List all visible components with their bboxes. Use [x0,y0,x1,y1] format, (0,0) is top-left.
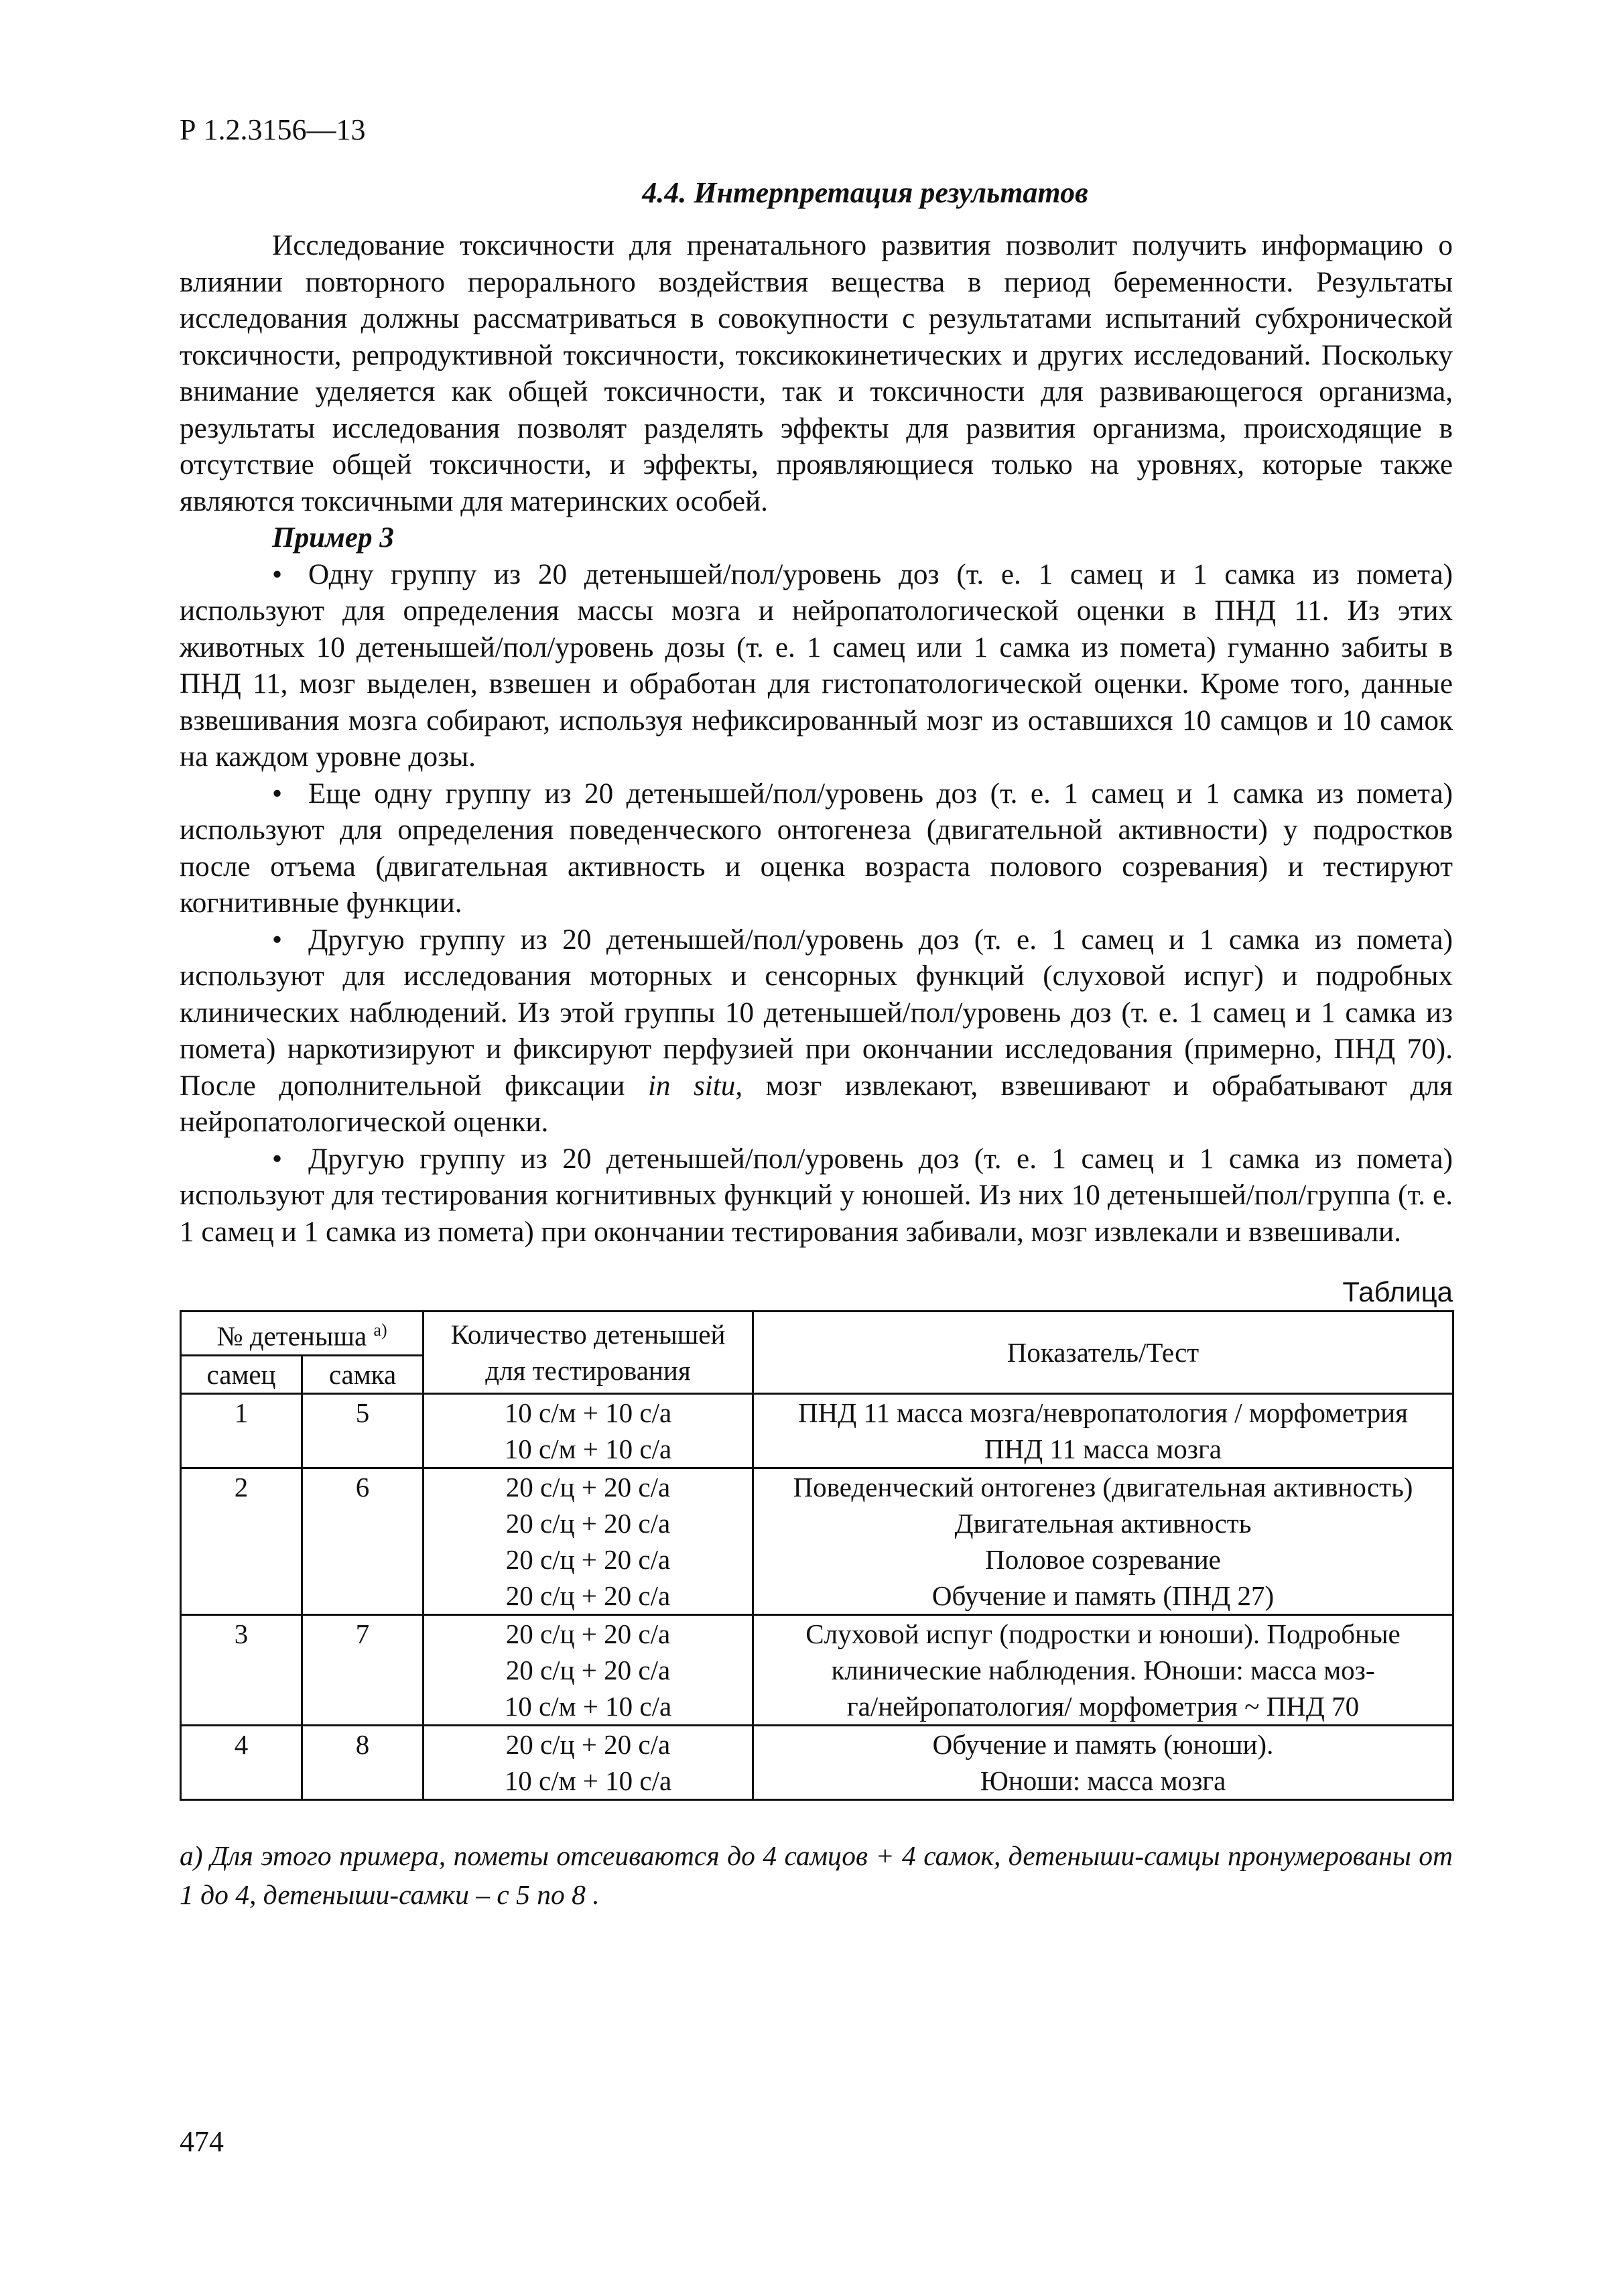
section-title: 4.4. Интерпретация результатов [642,176,1088,209]
bullet-icon: • [272,777,283,810]
cell-male: 2 [181,1468,302,1614]
header-male: самец [181,1355,302,1393]
cell-female: 8 [302,1725,424,1799]
cell-count: 20 с/ц + 20 с/а 20 с/ц + 20 с/а 20 с/ц + 20 с/а 20 с/ц + 20 с/а [424,1468,753,1614]
cell-indicator: Поведенческий онтогенез (двигательная активность) Двигательная активность Половое созревание Обучение и память (ПНД 27) [753,1468,1453,1614]
header-count: Количество детенышей для тестирования [424,1312,753,1394]
bullet-item-4: • Другую группу из 20 детенышей/пол/уровень доз (т. е. 1 самец и 1 самка из помета) используют для тестирования когнитивных функций у юношей. Из них 10 детенышей/пол/группа (т. е. 1 самец и 1 самка из помета) при окончании тестирования забивали, мозг извлекали и взвешивали. [180,1141,1453,1251]
cell-indicator: Слуховой испуг (подростки и юноши). Подробные клинические наблюдения. Юноши: масса моз- га/нейропатология/ морфометрия ~ ПНД 70 [753,1614,1453,1725]
cell-male: 1 [181,1393,302,1468]
header-pup-number: № детеныша $^{а)}$ [181,1312,424,1356]
table-row [181,1614,1453,1725]
cell-indicator: ПНД 11 масса мозга/невропатология / морфометрия ПНД 11 масса мозга [753,1393,1453,1468]
header-indicator: Показатель/Тест [753,1312,1453,1394]
page-number: 474 [180,2125,224,2158]
latin-term: in situ [647,1070,736,1102]
cell-male: 3 [181,1614,302,1725]
body-text [180,228,1453,1251]
cell-female: 7 [302,1614,424,1725]
cell-male: 4 [181,1725,302,1799]
document-code: Р 1.2.3156—13 [180,113,366,146]
bullet-item-1: • Одну группу из 20 детенышей/пол/уровень доз (т. е. 1 самец и 1 самка из помета) используют для определения массы мозга и нейропатологической оценки в ПНД 11. Из этих животных 10 детенышей/пол/уровень дозы (т. е. 1 самец или 1 самка из помета) гуманно забиты в ПНД 11, мозг выделен, взвешен и обработан для гистопатологической оценки. Кроме того, данные взвешивания мозга собирают, используя нефиксированный мозг из оставшихся 10 самцов и 10 самок на каждом уровне дозы. [180,557,1453,776]
table-row [181,1468,1453,1614]
bullet-icon: • [272,923,283,956]
bullet-icon: • [272,558,283,590]
table-header-row [181,1312,1453,1356]
table-row [181,1725,1453,1799]
table-footnote: а) Для этого примера, пометы отсеиваются до 4 самцов + 4 самок, детеныши-самцы пронумерованы от 1 до 4, детеныши-самки – с 5 по 8 . [180,1840,1453,1910]
bullet-icon: • [272,1143,283,1175]
table-caption: Таблица [1342,1276,1453,1308]
cell-count: 20 с/ц + 20 с/а 10 с/м + 10 с/а [424,1725,753,1799]
intro-paragraph: Исследование токсичности для пренатального развития позволит получить информацию о влиянии повторного перорального воздействия вещества в период беременности. Результаты исследования должны рассматриваться в совокупности с результатами испытаний субхронической токсичности, репродуктивной токсичности, токсикокинетических и других исследований. Поскольку внимание уделяется как общей токсичности, так и токсичности для развивающегося организма, результаты исследования позволят разделять эффекты для развития организма, происходящие в отсутствие общей токсичности, и эффекты, проявляющиеся только на уровнях, которые также являются токсичными для материнских особей. [180,230,1453,517]
table-row [181,1393,1453,1468]
cell-female: 6 [302,1468,424,1614]
cell-count: 20 с/ц + 20 с/а 20 с/ц + 20 с/а 10 с/м + 10 с/а [424,1614,753,1725]
bullet-item-2: • Еще одну группу из 20 детенышей/пол/уровень доз (т. е. 1 самец и 1 самка из помета) используют для определения поведенческого онтогенеза (двигательной активности) у подростков после отъема (двигательная активность и оценка возраста полового созревания) и тестируют когнитивные функции. [180,776,1453,922]
header-female: самка [302,1355,424,1393]
cell-female: 5 [302,1393,424,1468]
bullet-item-3: • Другую группу из 20 детенышей/пол/уровень доз (т. е. 1 самец и 1 самка из помета) используют для исследования моторных и сенсорных функций (слуховой испуг) и подробных клинических наблюдений. Из этой группы 10 детенышей/пол/уровень доз (т. е. 1 самец и 1 самка из помета) наркотизируют и фиксируют перфузией при окончании исследования (примерно, ПНД 70). После дополнительной фиксации in situ, мозг извлекают, взвешивают и обрабатывают для нейропатологической оценки. [180,922,1453,1141]
cell-count: 10 с/м + 10 с/а 10 с/м + 10 с/а [424,1393,753,1468]
example-title: Пример 3 [272,522,394,554]
cell-indicator: Обучение и память (юноши). Юноши: масса мозга [753,1725,1453,1799]
data-table [180,1310,1454,1801]
